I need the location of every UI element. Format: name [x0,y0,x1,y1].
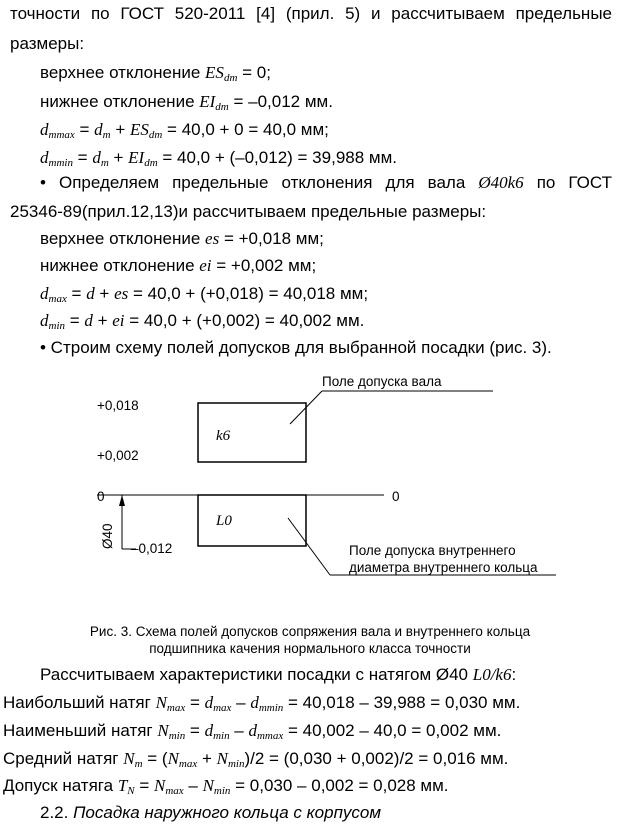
arrow-head-icon [119,495,125,506]
L0-label: L0 [216,513,232,529]
zero-left-label: 0 [97,489,105,504]
formula-line: Средний натяг $N_m = (N_{max} + N_{min})/2 = (0,030 + 0,002)/2 = 0,016$ мм. [3,749,509,770]
text-line: Рассчитываем характеристики посадки с натягом Ø40 L0/k6: [40,665,517,684]
text-line: точности по ГОСТ 520-2011 [4] (прил. 5) и рассчитываем предельные [10,4,612,23]
formula-line: Допуск натяга $T_N = N_{max} - N_{min} = 0,030 - 0,002 = 0,028$ мм. [3,776,449,797]
formula-line: $d_{mmin} = d_m + EI_{dm} = 40,0 + (-0,012) = 39,988$ мм. [40,148,398,169]
text-line: 25346-89(прил.12,13)и рассчитываем предельные размеры: [10,202,487,221]
formula-line: нижнее отклонение $EI_{dm} = -0,012$ мм. [40,92,333,113]
diameter-label: Ø40 [100,523,115,549]
formula-line: Наибольший натяг $N_{max} = d_{max} - d_{mmin} = 40,018 - 39,988 = 0,030$ мм. [3,693,521,714]
formula-line: Наименьший натяг $N_{min} = d_{min} - d_{mmax} = 40,002 - 40,0 = 0,002$ мм. [3,721,502,742]
text-line: • Определяем предельные отклонения для вала Ø40k6 по ГОСТ [40,173,612,192]
formula-line: $d_{min} = d$ + ei = 40,0 + (+0,002) = 40,002 мм. [40,311,365,332]
formula-line: $d_{max} = d$ + es = 40,0 + (+0,018) = 40,018 мм; [40,284,369,305]
figure-caption: подшипника качения нормального класса точности [149,641,471,656]
zero-right-label: 0 [392,489,400,504]
text-line: размеры: [10,34,85,53]
deviation-012-label: –0,012 [131,541,173,556]
deviation-002-label: +0,002 [97,448,139,463]
k6-label: k6 [216,428,231,444]
callout-ring-label-1: Поле допуска внутреннего [349,543,516,558]
deviation-018-label: +0,018 [97,398,139,413]
formula-line: нижнее отклонение ei = +0,002 мм; [40,256,317,275]
text-line: • Строим схему полей допусков для выбранной посадки (рис. 3). [40,338,552,357]
figure-caption: Рис. 3. Схема полей допусков сопряжения вала и внутреннего кольца [89,624,531,639]
formula-line: верхнее отклонение $ES_{dm} = 0$; [40,63,271,84]
formula-line: $d_{mmax} = d_m + ES_{dm} = 40,0 + 0 = 40,0$ мм; [40,120,329,141]
tolerance-diagram [0,365,620,580]
callout-shaft-label: Поле допуска вала [322,374,442,389]
section-heading: 2.2. Посадка наружного кольца с корпусом [40,803,382,822]
callout-ring-label-2: диаметра внутреннего кольца [349,560,538,575]
k6-tolerance-box [198,403,306,462]
formula-line: верхнее отклонение es = +0,018 мм; [40,229,324,248]
